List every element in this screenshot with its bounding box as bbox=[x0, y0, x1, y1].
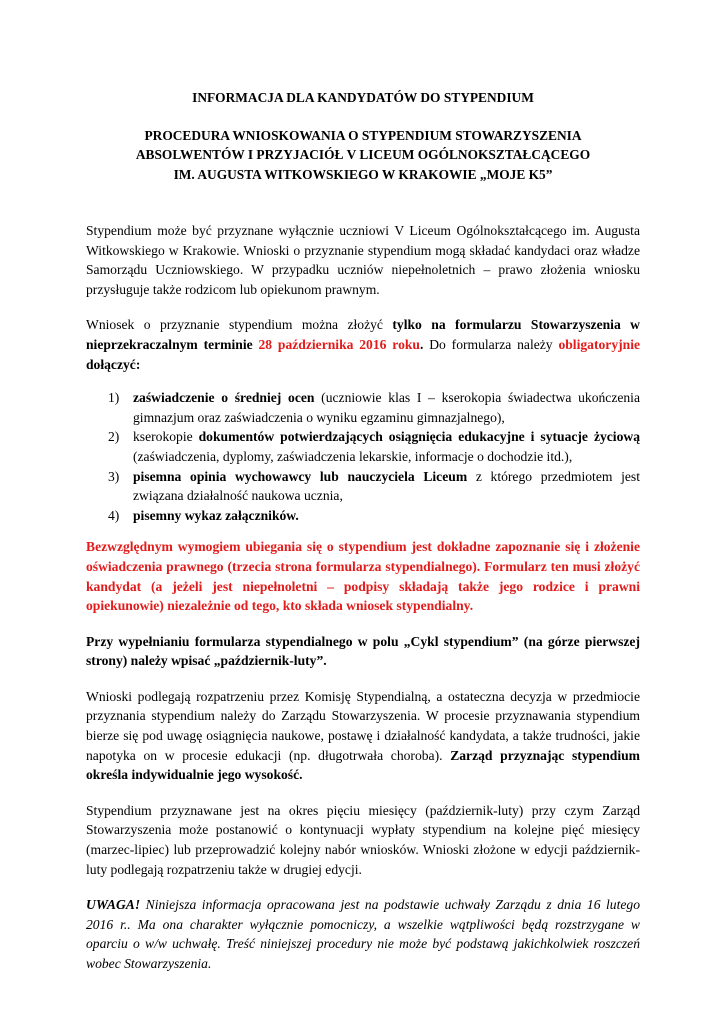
intro-paragraph: Stypendium może być przyznane wyłącznie uczniowi V Liceum Ogólnokształcącego im. Augusta Witkowskiego w Krakowie. Wnioski o przyznanie stypendium mogą składać kandydaci oraz władze Samorządu Uczniowskiego. W przypadku uczniów niepełnoletnich – prawo złożenia wniosku przysługuje także rodzicom lub opiekunom prawnym. bbox=[86, 223, 640, 297]
list-item bbox=[108, 427, 640, 466]
note-label: UWAGA! bbox=[86, 897, 141, 913]
list-number: 2) bbox=[108, 429, 120, 445]
note-paragraph bbox=[86, 895, 640, 973]
deadline-text: Wniosek o przyznanie stypendium można złożyć bbox=[86, 317, 393, 333]
list-number: 1) bbox=[108, 390, 120, 406]
cycle-text: Przy wypełnianiu formularza stypendialnego w polu „Cykl stypendium” (na górze pierwszej strony) należy wpisać „październik-luty”. bbox=[86, 633, 640, 669]
list-item-pre: kserokopie bbox=[133, 429, 199, 445]
subtitle-line-2: ABSOLWENTÓW I PRZYJACIÓŁ V LICEUM OGÓLNOKSZTAŁCĄCEGO bbox=[135, 147, 591, 162]
attach-word: dołączyć: bbox=[86, 356, 141, 372]
subtitle-line-3: IM. AUGUSTA WITKOWSKIEGO W KRAKOWIE „MOJE K5” bbox=[173, 166, 553, 182]
note-text: Niniejsza informacja opracowana jest na podstawie uchwały Zarządu z dnia 16 lutego 2016 r.. Ma ona charakter wyłącznie pomocniczy, a wszelkie wątpliwości będą rozstrzygane w oparciu o w/w uchwałę. Treść niniejszej procedury nie może być podstawą jakichkolwiek roszczeń wobec Stowarzyszenia. bbox=[86, 897, 640, 971]
deadline-date: 28 października 2016 roku bbox=[258, 336, 420, 352]
requirements-list bbox=[86, 388, 640, 525]
list-item-bold: dokumentów potwierdzających osiągnięcia edukacyjne i sytuacje życiową bbox=[198, 429, 640, 445]
warning-text: Bezwzględnym wymogiem ubiegania się o stypendium jest dokładne zapoznanie się i złożenie oświadczenia prawnego (trzecia strona formularza stypendialnego). Formularz ten musi złożyć kandydat (a jeżeli jest niepełnoletni – podpisy składają także jego rodzice i prawni opiekunowie) niezależnie od tego, kto składa wniosek stypendialny. bbox=[86, 539, 640, 614]
list-item bbox=[108, 388, 640, 427]
list-item-bold: pisemna opinia wychowawcy lub nauczyciela Liceum bbox=[133, 468, 468, 484]
list-item-bold: zaświadczenie o średniej ocen bbox=[133, 390, 315, 406]
cycle-paragraph bbox=[86, 632, 640, 671]
list-item bbox=[108, 467, 640, 506]
document-title: INFORMACJA DLA KANDYDATÓW DO STYPENDIUM bbox=[192, 90, 534, 105]
deadline-bold: tylko na formularzu Stowarzyszenia w nieprzekraczalnym terminie bbox=[86, 317, 640, 352]
deadline-dot: . bbox=[420, 336, 424, 352]
subtitle-line-1: PROCEDURA WNIOSKOWANIA O STYPENDIUM STOWARZYSZENIA bbox=[144, 127, 582, 143]
deadline-text-2: Do formularza należy bbox=[423, 336, 559, 352]
evaluation-text: Wnioski podlegają rozpatrzeniu przez Komisję Stypendialną, a ostateczna decyzja w przedmiocie przyznania stypendium należy do Zarządu Stowarzyszenia. W procesie przyznawania stypendium bierze się pod uwagę osiągnięcia naukowe, postawę i działalność kandydata, a także trudności, jakie napotyka on w procesie edukacji (np. długotrwała choroba). bbox=[86, 688, 640, 763]
list-item-text: (zaświadczenia, dyplomy, zaświadczenia lekarskie, informacje o dochodzie itd.), bbox=[133, 448, 573, 464]
list-number: 4) bbox=[108, 507, 120, 523]
list-item bbox=[108, 506, 640, 526]
evaluation-paragraph bbox=[86, 687, 640, 785]
document-subtitle bbox=[86, 126, 640, 185]
warning-paragraph bbox=[86, 537, 640, 615]
list-item-text: (uczniowie klas I – kserokopia świadectwa ukończenia gimnazjum oraz zaświadczenia o wyniku egzaminu gimnazjalnego), bbox=[133, 390, 640, 425]
deadline-paragraph bbox=[86, 315, 640, 374]
list-item-bold: pisemny wykaz załączników. bbox=[133, 507, 299, 523]
mandatory-word: obligatoryjnie bbox=[558, 336, 641, 352]
list-item-text: z którego przedmiotem jest związana działalność naukowa ucznia, bbox=[133, 468, 640, 504]
period-paragraph: Stypendium przyznawane jest na okres pięciu miesięcy (październik-luty) przy czym Zarząd Stowarzyszenia może postanowić o kontynuacji wypłaty stypendium na kolejne pięć miesięcy (marzec-lipiec) lub przeprowadzić kolejny nabór wniosków. Wnioski złożone w edycji październik-luty podlegają rozpatrzeniu także w drugiej edycji. bbox=[86, 802, 640, 877]
list-number: 3) bbox=[108, 468, 120, 484]
evaluation-bold: Zarząd przyznając stypendium określa indywidualnie jego wysokość. bbox=[86, 747, 640, 783]
